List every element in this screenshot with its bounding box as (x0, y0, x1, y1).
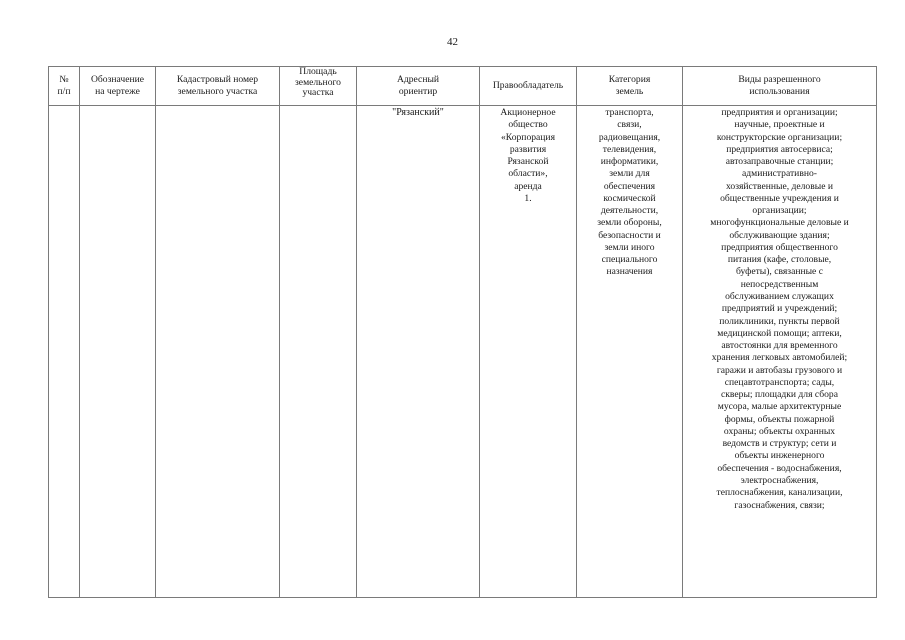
table-header (49, 67, 877, 106)
header-plot-area: Площадь земельного участка (280, 67, 357, 106)
header-row (49, 67, 877, 106)
page-number: 42 (447, 36, 458, 48)
cell-owner: Акционерное общество «Корпорация развития Рязанской области», аренда 1. (480, 106, 577, 598)
header-cadastral-number: Кадастровый номер земельного участка (156, 67, 280, 106)
cell-land-category: транспорта, связи, радиовещания, телевидения, информатики, земли для обеспечения космической деятельности, земли обороны, безопасности и земли иного специального назначения (577, 106, 683, 598)
table-row (49, 106, 877, 598)
header-designation: Обозначение на чертеже (80, 67, 156, 106)
cell-number (49, 106, 80, 598)
cell-cadastral-number (156, 106, 280, 598)
header-owner: Правообладатель (480, 67, 577, 106)
land-plots-table (48, 66, 877, 598)
header-number: № п/п (49, 67, 80, 106)
header-land-category: Категория земель (577, 67, 683, 106)
table-body (49, 106, 877, 598)
header-permitted-uses: Виды разрешенного использования (683, 67, 877, 106)
cell-plot-area (280, 106, 357, 598)
header-address: Адресный ориентир (357, 67, 480, 106)
cell-address: "Рязанский" (357, 106, 480, 598)
cell-designation (80, 106, 156, 598)
cell-permitted-uses: предприятия и организации; научные, проектные и конструкторские организации; предприятия автосервиса; автозаправочные станции; административно- хозяйственные, деловые и общественные учреждения и организации; многофункциональные деловые и обслуживающие здания; предприятия общественного питания (кафе, столовые, буфеты), связанные с непосредственным обслуживанием служащих предприятий и учреждений; поликлиники, пункты первой медицинской помощи; аптеки, автостоянки для временного хранения легковых автомобилей; гаражи и автобазы грузового и спецавтотранспорта; сады, скверы; площадки для сбора мусора, малые архитектурные формы, объекты пожарной охраны; объекты охранных ведомств и структур; сети и объекты инженерного обеспечения - водоснабжения, электроснабжения, теплоснабжения, канализации, газоснабжения, связи; (683, 106, 877, 598)
